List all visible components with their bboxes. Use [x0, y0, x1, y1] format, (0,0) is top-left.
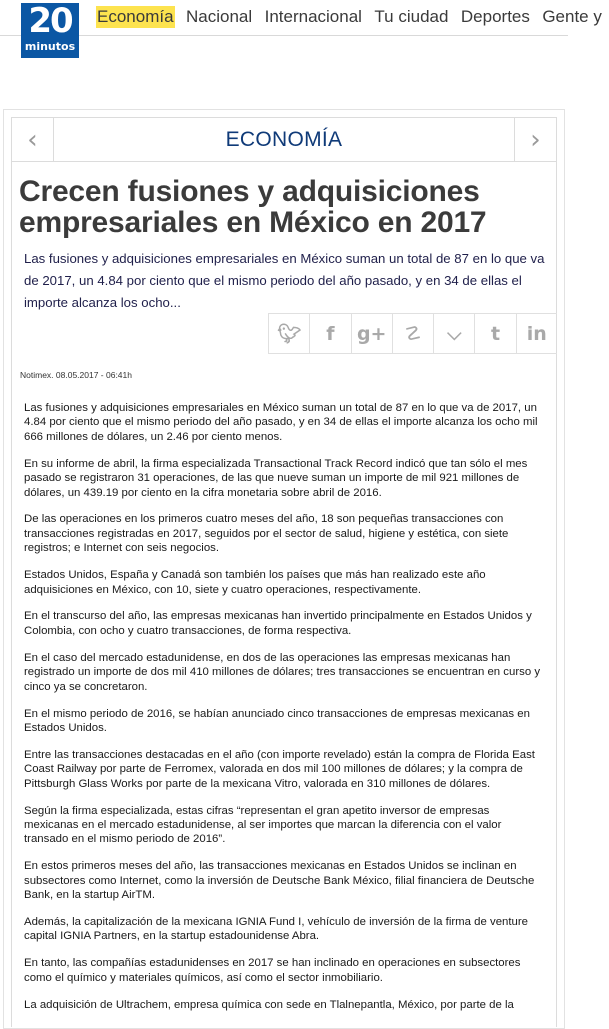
main-nav	[96, 6, 609, 28]
prev-article-button[interactable]	[12, 118, 54, 162]
paragraph: Además, la capitalización de la mexicana IGNIA Fund I, vehículo de inversión de la firma de venture capital IGNIA Partners, en la startup estadounidense Abra.	[24, 915, 528, 943]
pocket-icon[interactable]: ⌵	[433, 314, 474, 353]
top-navigation	[0, 0, 602, 53]
nav-item-nacional[interactable]: Nacional	[186, 7, 253, 26]
site-logo[interactable]	[21, 3, 79, 58]
paragraph: Estados Unidos, España y Canadá son también los países que más han realizado este año adquisiciones en México, con 10, siete y cuatro operaciones, respectivamente.	[24, 569, 486, 596]
meneame-icon[interactable]: ☡	[392, 314, 433, 353]
paragraph: En el caso del mercado estadunidense, en dos de las operaciones las empresas mexicanas han registrado un importe de dos mil 410 millones de dólares; tres transacciones se encuentran en curso y cinco ya se concretaron.	[24, 651, 541, 693]
nav-item-gente[interactable]: Gente y	[542, 7, 602, 26]
paragraph: La adquisición de Ultrachem, empresa química con sede en Tlalnepantla, México, por parte de la	[24, 998, 514, 1011]
paragraph: Entre las transacciones destacadas en el año (con importe revelado) están la compra de Florida East Coast Railway por parte de Ferromex, valorada en dos mil 100 millones de dólares; y la compra de Pittsburgh Glass Works por parte de la mexicana Vitro, valorada en 310 millones de dólares.	[24, 748, 535, 790]
article-frame	[3, 109, 565, 1029]
nav-item-deportes[interactable]: Deportes	[460, 7, 530, 26]
article-lead: Las fusiones y adquisiciones empresariales en México suman un total de 87 en lo que va de 2017, un 4.84 por ciento que el mismo periodo del año pasado, y en 34 de ellas el importe alcanza los ocho...	[24, 251, 545, 310]
paragraph: Las fusiones y adquisiciones empresariales en México suman un total de 87 en lo que va de 2017, un 4.84 por ciento que el mismo periodo del año pasado, y en 34 de ellas el importe alcanza los ocho mil 666 millones de dólares, un 2.46 por ciento menos.	[24, 402, 538, 443]
section-title: ECONOMÍA	[225, 128, 343, 151]
logo-number: 20	[28, 1, 72, 41]
paragraph: En tanto, las compañías estadunidenses en 2017 se han inclinado en operaciones en subsectores como el químico y materiales químicos, así como el sector inmobiliario.	[24, 957, 521, 984]
article-body	[24, 401, 546, 1025]
article-container	[11, 117, 557, 1027]
paragraph: En el transcurso del año, las empresas mexicanas han invertido principalmente en Estados Unidos y Colombia, con ocho y cuatro transacciones, de forma respectiva.	[24, 610, 532, 637]
paragraph: De las operaciones en los primeros cuatro meses del año, 18 son pequeñas transacciones con transacciones registradas en 2017, seguidos por el sector de salud, higiene y estética, con siete registros; e Internet con seis negocios.	[24, 513, 509, 555]
nav-item-economia[interactable]: Economía	[97, 7, 174, 26]
nav-item-tu-ciudad[interactable]: Tu ciudad	[374, 7, 449, 26]
chevron-left-icon: ‹	[27, 125, 38, 155]
tumblr-icon[interactable]: t	[474, 314, 515, 353]
logo-word: minutos	[24, 40, 76, 53]
facebook-icon[interactable]: f	[309, 314, 350, 353]
article-headline: Crecen fusiones y adquisiciones empresariales en México en 2017	[19, 175, 487, 239]
article-meta: Notimex. 08.05.2017 - 06:41h	[20, 370, 132, 380]
paragraph: En el mismo periodo de 2016, se habían anunciado cinco transacciones de empresas mexicanas en Estados Unidos.	[24, 707, 530, 734]
section-header	[12, 118, 556, 162]
nav-item-internacional[interactable]: Internacional	[264, 7, 362, 26]
twitter-icon[interactable]: 🐦︎	[268, 314, 309, 353]
linkedin-icon[interactable]: in	[516, 314, 557, 353]
paragraph: En su informe de abril, la firma especializada Transactional Track Record indicó que tan sólo el mes pasado se registraron 31 operaciones, de las que nueve suman un importe de mil 921 millones de dólares, un 439.19 por ciento en la cifra monetaria sobre abril de 2016.	[24, 457, 528, 499]
paragraph: En estos primeros meses del año, las transacciones mexicanas en Estados Unidos se inclinan en subsectores como Internet, como la inversión de Deutsche Bank México, filial financiera de Deutsche Bank, en la startup AirTM.	[24, 860, 535, 902]
google-plus-icon[interactable]: g+	[351, 314, 392, 353]
chevron-right-icon: ›	[530, 125, 541, 155]
paragraph: Según la firma especializada, estas cifras “representan el gran apetito inversor de empresas mexicanas en el mercado estadunidense, al ser importes que marcan la diferencia con el valor transado en el mismo periodo de 2016”.	[24, 804, 502, 846]
share-bar	[268, 313, 557, 354]
next-article-button[interactable]	[514, 118, 556, 162]
